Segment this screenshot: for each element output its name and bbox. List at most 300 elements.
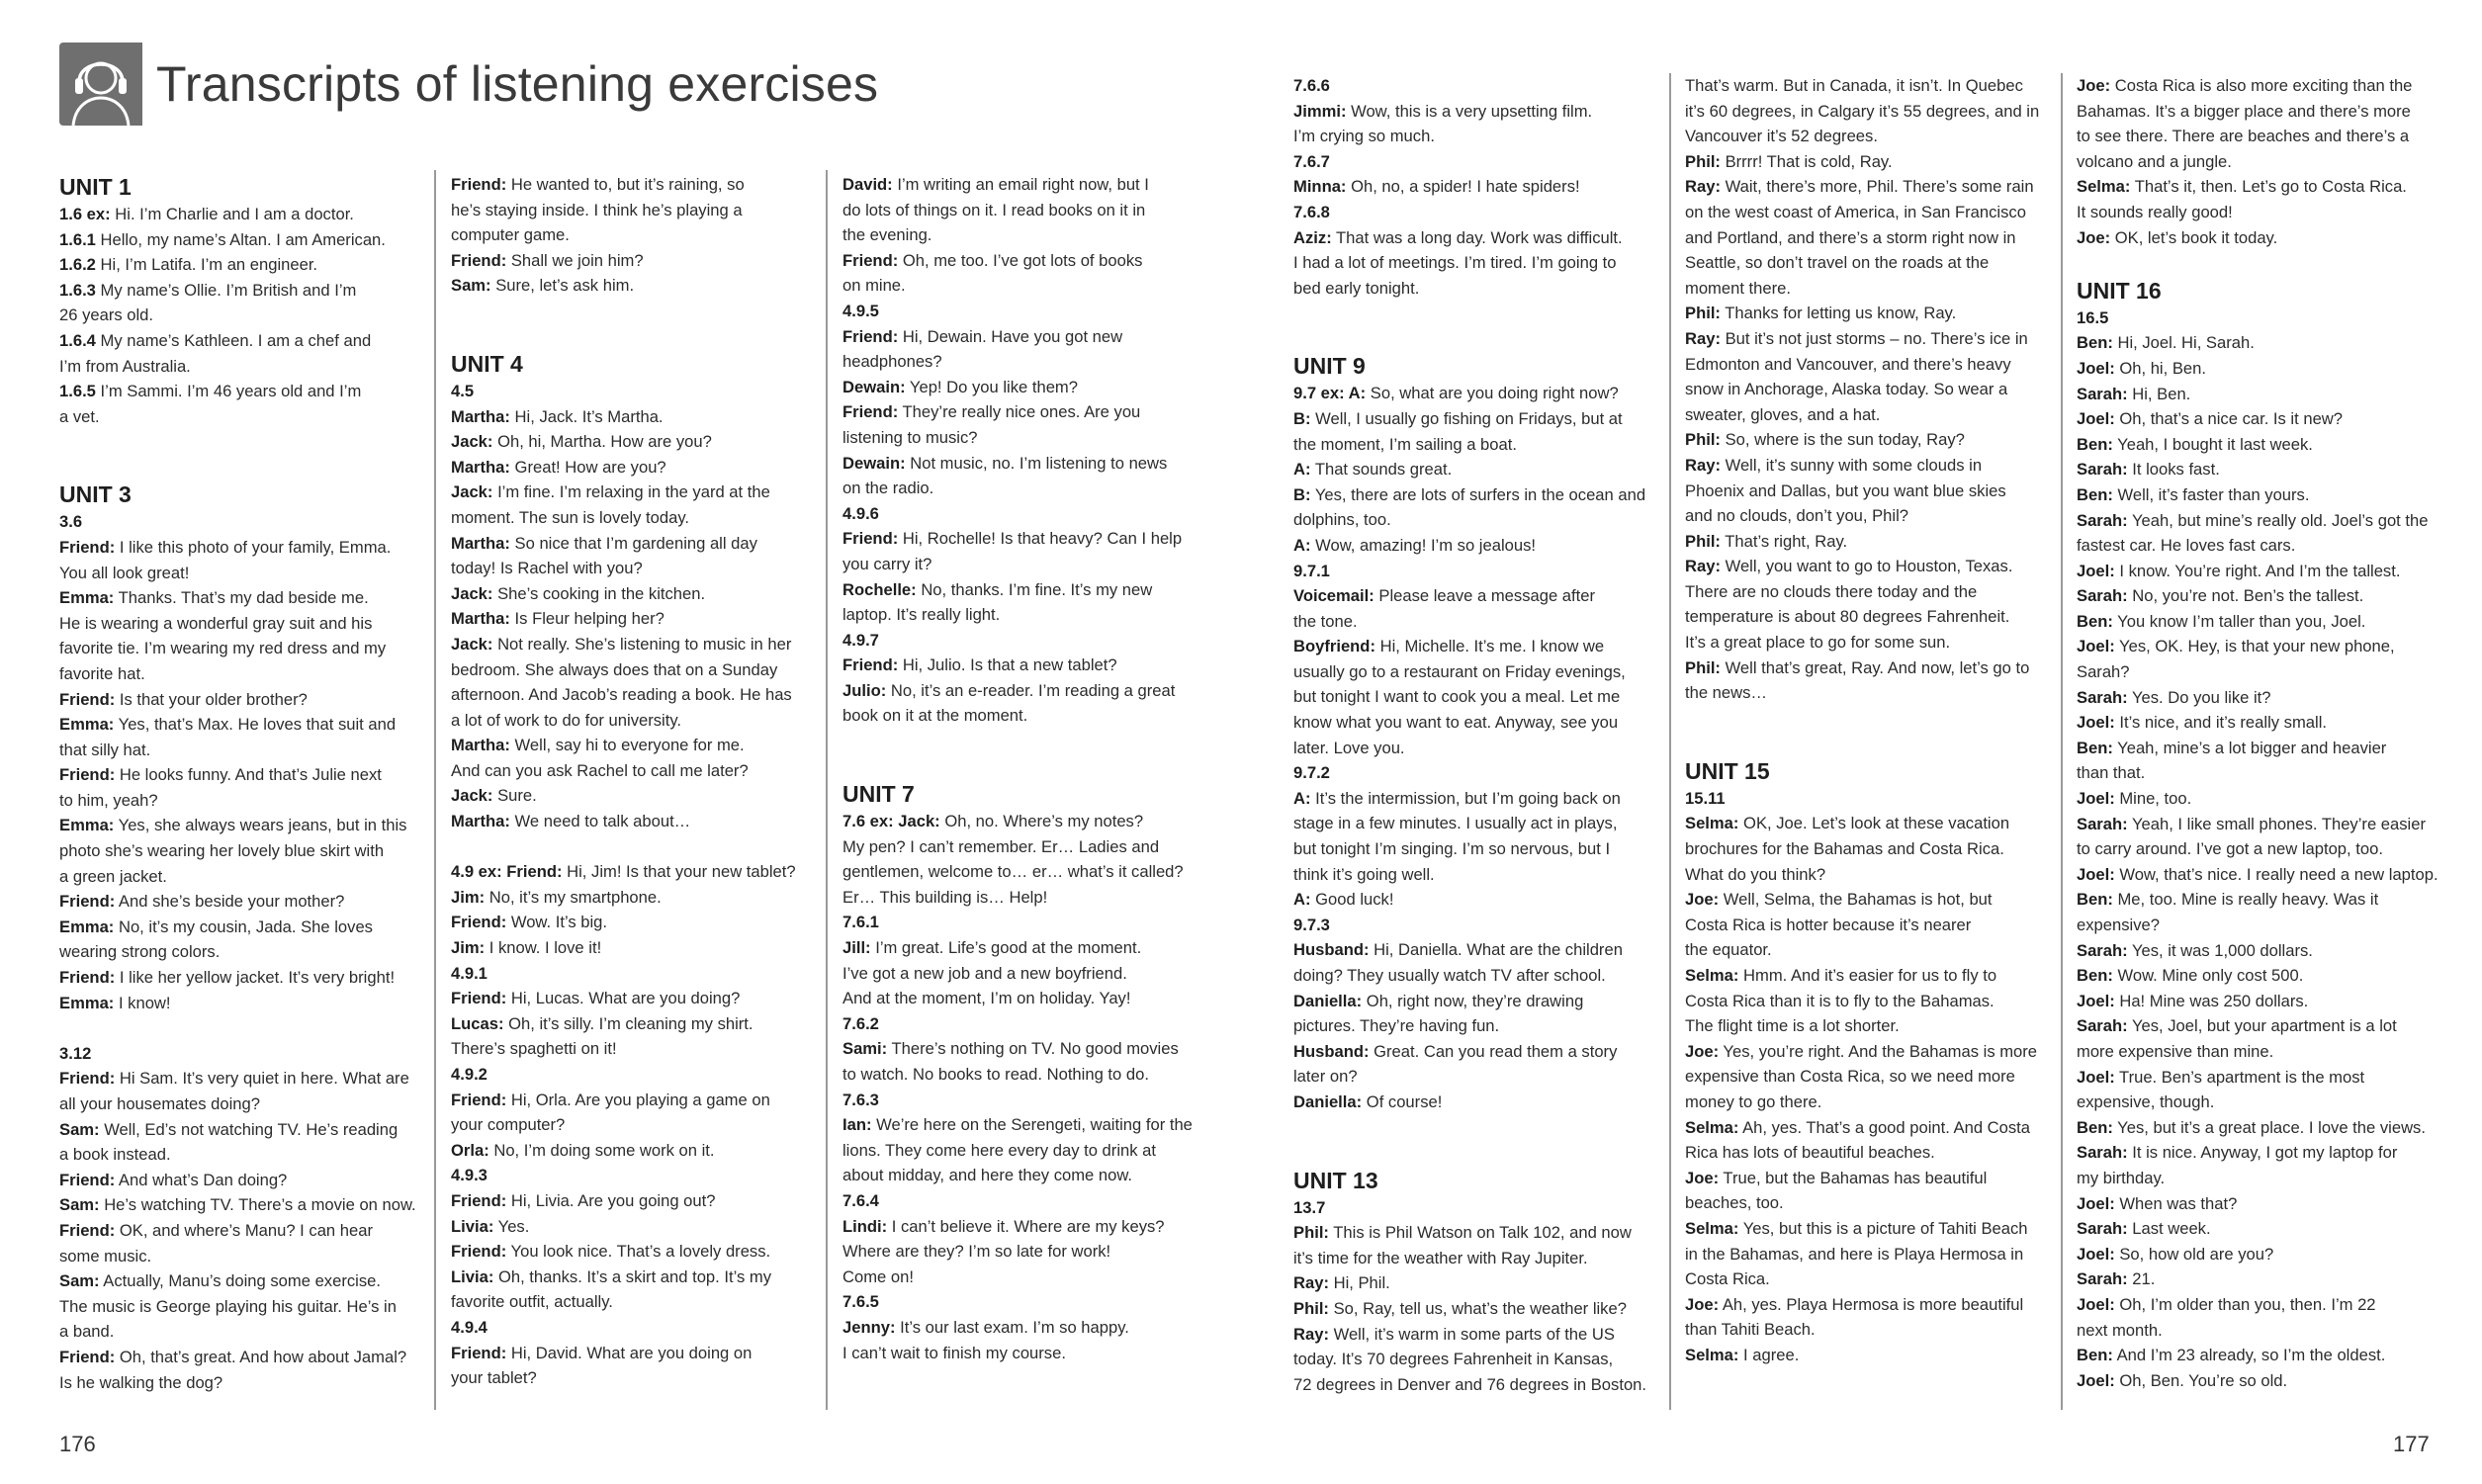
dialogue-line (1685, 174, 2046, 200)
speaker-label: Lucas: (451, 1013, 504, 1033)
line-text: Hi, Jim! Is that your new tablet? (562, 862, 796, 882)
line-text: Oh, that’s a nice car. Is it new? (2114, 409, 2344, 429)
line-text: Oh, thanks. It’s a skirt and top. It’s my (493, 1266, 772, 1286)
transcript-line: It’s a great place to go for some sun. (1685, 633, 1951, 653)
line-text: No, it’s an e-reader. I’m reading a great (886, 680, 1176, 700)
dialogue-line (59, 1168, 420, 1193)
speaker-label: Aziz: (1293, 227, 1332, 247)
speaker-label: Friend: (451, 175, 507, 194)
page-number-right: 177 (2393, 1432, 2430, 1456)
transcript-line: Seattle, so don’t travel on the roads at the (1685, 253, 1990, 273)
line-text: Yeah, I bought it last week. (2112, 434, 2313, 454)
line-text: We’re here on the Serengeti, waiting for the (871, 1115, 1193, 1135)
speaker-label: Friend: (451, 250, 507, 270)
dialogue-line (59, 1345, 420, 1370)
transcript-line: lions. They come here every day to drink at (842, 1140, 1156, 1160)
speaker-label: Voicemail: (1293, 586, 1374, 606)
line-text: Oh, no. Where’s my notes? (939, 812, 1144, 831)
speaker-label: Phil: (1293, 1298, 1329, 1318)
transcript-line: And at the moment, I’m on holiday. Yay! (842, 989, 1131, 1008)
page-title: Transcripts of listening exercises (156, 56, 879, 112)
speaker-label: Friend: (59, 1170, 116, 1189)
line-text: It is nice. Anyway, I got my laptop for (2127, 1143, 2398, 1163)
speaker-label: Ben: (2077, 333, 2113, 353)
dialogue-line (2077, 482, 2442, 508)
dialogue-line (1685, 1115, 2046, 1141)
speaker-label: Phil: (1685, 151, 1721, 171)
speaker-label: Joel: (2077, 1193, 2115, 1213)
line-text: Ha! Mine was 250 dollars. (2114, 991, 2309, 1010)
dialogue-line (842, 1112, 1198, 1138)
transcript-line: that silly hat. (59, 740, 151, 759)
line-text: Oh, I’m older than you, then. I’m 22 (2114, 1294, 2376, 1314)
speaker-label: Joel: (2077, 409, 2115, 429)
line-text: Is Fleur helping her? (509, 609, 665, 629)
transcript-line: temperature is about 80 degrees Fahrenheit. (1685, 607, 2010, 627)
dialogue-line (2077, 330, 2442, 356)
exercise-number: 4.9.1 (451, 963, 488, 983)
line-text: Mine, too. (2114, 789, 2192, 809)
speaker-label: B: (1293, 408, 1311, 428)
dialogue-line (59, 915, 420, 940)
speaker-label: Selma: (1685, 1218, 1739, 1238)
line-text: They’re really nice ones. Are you (898, 402, 1141, 422)
speaker-label: Ray: (1685, 455, 1721, 475)
transcript-line: more expensive than mine. (2077, 1041, 2274, 1061)
speaker-label: A: (1293, 788, 1311, 808)
transcript-line: What do you think? (1685, 864, 1826, 884)
speaker-label: Boyfriend: (1293, 637, 1375, 656)
exercise-label: 1.6.4 (59, 330, 96, 350)
line-text: Yeah, I like small phones. They’re easier (2127, 814, 2426, 833)
transcript-line: bed early tonight. (1293, 278, 1420, 298)
line-text: Oh, it’s silly. I’m cleaning my shirt. (503, 1013, 753, 1033)
speaker-label: Phil: (1685, 304, 1721, 323)
line-text: Hi Sam. It’s very quiet in here. What are (115, 1069, 409, 1089)
dialogue-line (451, 1265, 812, 1290)
exercise-number: 16.5 (2077, 307, 2109, 327)
speaker-label: Martha: (451, 736, 510, 755)
speaker-label: Daniella: (1293, 1091, 1363, 1111)
transcript-line: a book instead. (59, 1145, 171, 1165)
speaker-label: Emma: (59, 917, 115, 936)
speaker-label: Ray: (1685, 557, 1721, 576)
transcript-line: I’m crying so much. (1293, 127, 1435, 146)
line-text: Ah, yes. That’s a good point. And Costa (1738, 1117, 2031, 1137)
transcript-line: That’s warm. But in Canada, it isn’t. In Quebec (1685, 76, 2023, 95)
column-divider (434, 170, 436, 1410)
transcript-line: It sounds really good! (2077, 202, 2233, 221)
dialogue-line (1293, 786, 1654, 812)
line-text: We need to talk about… (509, 812, 691, 831)
dialogue-line (59, 1117, 420, 1143)
transcript-line: expensive, though. (2077, 1092, 2215, 1112)
speaker-label: Selma: (1685, 1345, 1739, 1364)
speaker-label: Ray: (1685, 328, 1721, 348)
dialogue-line (59, 965, 420, 991)
dialogue-line (2077, 73, 2442, 99)
line-text: It’s our last exam. I’m so happy. (895, 1317, 1129, 1337)
spacer (1685, 706, 2046, 756)
line-text: Me, too. Mine is really heavy. Was it (2112, 890, 2379, 910)
line-text: I know! (114, 993, 171, 1012)
speaker-label: Dewain: (842, 377, 906, 396)
exercise-label: 1.6.5 (59, 382, 96, 401)
line-text: Costa Rica is also more exciting than the (2110, 76, 2413, 95)
speaker-label: Selma: (2077, 177, 2131, 197)
speaker-label: Jim: (451, 887, 486, 907)
dialogue-line (451, 986, 812, 1011)
dialogue-line (1293, 989, 1654, 1014)
exercise-line (59, 227, 420, 253)
speaker-label: Sarah: (2077, 1219, 2128, 1239)
line-text: I know. You’re right. And I’m the tallest. (2114, 561, 2401, 580)
speaker-label: Ben: (2077, 484, 2113, 504)
dialogue-line (451, 632, 812, 657)
dialogue-line (1685, 963, 2046, 989)
speaker-label: Friend: (451, 1343, 507, 1362)
line-text: Well, it’s faster than yours. (2112, 484, 2310, 504)
transcript-line: favorite hat. (59, 663, 145, 683)
speaker-label: Martha: (451, 457, 510, 477)
line-text: I’m great. Life’s good at the moment. (870, 938, 1142, 958)
line-text: Not really. She’s listening to music in her (492, 634, 792, 654)
line-text: OK, and where’s Manu? I can hear (115, 1220, 373, 1240)
speaker-label: Ben: (2077, 966, 2113, 986)
speaker-label: Daniella: (1293, 991, 1363, 1010)
line-text: Well, you want to go to Houston, Texas. (1720, 557, 2013, 576)
unit-heading: UNIT 16 (2077, 277, 2162, 304)
transcript-line: he’s staying inside. I think he’s playing a (451, 200, 743, 219)
transcript-line: You all look great! (59, 563, 190, 582)
speaker-label: Selma: (1685, 1117, 1739, 1137)
line-text: That’s it, then. Let’s go to Costa Rica. (2130, 177, 2407, 197)
line-text: So, where is the sun today, Ray? (1720, 430, 1965, 450)
dialogue-line (842, 577, 1198, 603)
line-text: Yes, you’re right. And the Bahamas is more (1719, 1041, 2038, 1061)
line-text: Hi, Julio. Is that a new tablet? (898, 655, 1117, 675)
dialogue-line (1293, 1220, 1654, 1246)
exercise-number: 13.7 (1293, 1197, 1326, 1217)
dialogue-line (842, 526, 1198, 552)
speaker-label: Friend: (451, 1090, 507, 1109)
speaker-label: Emma: (59, 993, 115, 1012)
dialogue-line (2077, 1292, 2442, 1318)
speaker-label: A: (1293, 890, 1311, 910)
line-text: Hmm. And it’s easier for us to fly to (1738, 966, 1997, 985)
spacer (1293, 301, 1654, 351)
dialogue-line (842, 451, 1198, 477)
speaker-label: Friend: (59, 537, 116, 557)
spacer (842, 729, 1198, 779)
dialogue-line (59, 991, 420, 1016)
dialogue-line (59, 1218, 420, 1244)
speaker-label: Friend: (842, 402, 899, 422)
transcript-line: to watch. No books to read. Nothing to do. (842, 1065, 1149, 1084)
exercise-line (59, 278, 420, 304)
dialogue-line (1293, 937, 1654, 963)
dialogue-line (1293, 1039, 1654, 1065)
dialogue-line (1685, 1343, 2046, 1368)
dialogue-line (1293, 583, 1654, 609)
line-text: That sounds great. (1310, 460, 1453, 480)
line-text: Hi, Ben. (2127, 384, 2191, 403)
line-text: He’s watching TV. There’s a movie on now. (99, 1195, 416, 1215)
line-text: Yes, but it’s a great place. I love the views. (2112, 1117, 2426, 1137)
transcript-line: He is wearing a wonderful gray suit and his (59, 613, 373, 633)
transcript-line: the tone. (1293, 611, 1358, 631)
unit-heading: UNIT 9 (1293, 353, 1366, 380)
speaker-label: Husband: (1293, 940, 1370, 960)
speaker-label: Joe: (1685, 1294, 1720, 1314)
exercise-number: 7.6.3 (842, 1090, 879, 1109)
line-text: Yes. (493, 1216, 530, 1236)
transcript-line: Where are they? I’m so late for work! (842, 1242, 1111, 1262)
speaker-label: Jenny: (842, 1317, 896, 1337)
dialogue-line (2077, 508, 2442, 534)
transcript-line: know what you want to eat. Anyway, see you (1293, 713, 1619, 733)
speaker-label: Friend: (451, 989, 507, 1008)
transcript-line: Costa Rica than it is to fly to the Bahamas. (1685, 991, 1994, 1010)
speaker-label: Friend: (59, 1069, 116, 1089)
speaker-label: Lindi: (842, 1216, 888, 1236)
transcript-line: brochures for the Bahamas and Costa Rica. (1685, 839, 2004, 859)
dialogue-line (451, 935, 812, 961)
line-text: Yes, that’s Max. He loves that suit and (114, 715, 397, 735)
speaker-label: Ben: (2077, 434, 2113, 454)
transcript-line: you carry it? (842, 554, 932, 573)
transcript-line: the evening. (842, 225, 932, 245)
speaker-label: Martha: (451, 812, 510, 831)
spacer (1293, 1115, 1654, 1166)
dialogue-line (842, 172, 1198, 198)
dialogue-line (451, 172, 812, 198)
speaker-label: Ben: (2077, 890, 2113, 910)
exercise-number: 15.11 (1685, 788, 1726, 808)
speaker-label: Sami: (842, 1039, 888, 1059)
exercise-line (451, 859, 812, 885)
line-text: I can’t believe it. Where are my keys? (887, 1216, 1165, 1236)
speaker-label: Joe: (2077, 76, 2111, 95)
transcript-line: Edmonton and Vancouver, and there’s heavy (1685, 354, 2011, 374)
speaker-label: Julio: (842, 680, 887, 700)
transcript-line: snow in Anchorage, Alaska today. So wear a (1685, 380, 2008, 399)
headphones-person-icon (59, 43, 142, 126)
transcript-line: dolphins, too. (1293, 510, 1391, 530)
speaker-label: Friend: (59, 892, 116, 912)
speaker-label: Friend: (59, 968, 116, 988)
speaker-label: Jim: (451, 938, 486, 958)
transcript-line: sweater, gloves, and a hat. (1685, 404, 1881, 424)
line-text: OK, Joe. Let’s look at these vacation (1738, 814, 2010, 833)
dialogue-line (451, 273, 812, 299)
dialogue-line (451, 783, 812, 809)
line-text: No, thanks. I’m fine. It’s my new (916, 579, 1153, 599)
page-header (59, 42, 878, 127)
transcript-line: I had a lot of meetings. I’m tired. I’m going to (1293, 253, 1617, 273)
transcript-line: money to go there. (1685, 1091, 1822, 1111)
line-text: Hi, Jack. It’s Martha. (509, 406, 664, 426)
dialogue-line (2077, 862, 2442, 888)
transcript-line: but tonight I’m singing. I’m so nervous, but I (1293, 839, 1611, 859)
dialogue-line (1293, 887, 1654, 913)
speaker-label: Sam: (59, 1195, 100, 1215)
exercise-number: 7.6.5 (842, 1292, 879, 1312)
dialogue-line (2077, 1013, 2442, 1039)
dialogue-line (1685, 453, 2046, 479)
page-number-left: 176 (59, 1432, 96, 1456)
line-text: Hi, Joel. Hi, Sarah. (2112, 333, 2255, 353)
speaker-label: Friend: (59, 765, 116, 785)
transcript-line: and no clouds, don’t you, Phil? (1685, 506, 1909, 526)
line-text: I’m writing an email right now, but I (892, 175, 1149, 194)
dialogue-line (1293, 174, 1654, 200)
dialogue-line (451, 1138, 812, 1164)
speaker-label: Martha: (451, 533, 510, 553)
line-text: Yes, but this is a picture of Tahiti Beach (1738, 1218, 2028, 1238)
line-text: Thanks for letting us know, Ray. (1720, 304, 1957, 323)
dialogue-line (1293, 99, 1654, 125)
transcript-line: today. It’s 70 degrees Fahrenheit in Kansas, (1293, 1350, 1614, 1369)
transcript-line: later on? (1293, 1067, 1358, 1087)
speaker-label: Friend: (451, 1242, 507, 1262)
transcript-line: usually go to a restaurant on Friday evenings, (1293, 661, 1626, 681)
speaker-label: Selma: (1685, 966, 1739, 985)
transcript-line: laptop. It’s really light. (842, 605, 1001, 625)
speaker-label: Ray: (1685, 177, 1721, 197)
transcript-line: bedroom. She always does that on a Sunday (451, 659, 778, 679)
speaker-label: B: (1293, 484, 1311, 504)
line-text: Please leave a message after (1374, 586, 1596, 606)
speaker-label: Ian: (842, 1115, 872, 1135)
transcript-line: think it’s going well. (1293, 864, 1435, 884)
dialogue-line (2077, 685, 2442, 711)
line-text: I’m fine. I’m relaxing in the yard at the (492, 482, 770, 502)
line-text: Oh, me too. I’ve got lots of books (898, 250, 1143, 270)
dialogue-line (2077, 812, 2442, 837)
dialogue-line (1293, 406, 1654, 432)
speaker-label: Emma: (59, 715, 115, 735)
transcript-line: moment. The sun is lovely today. (451, 507, 690, 527)
speaker-label: Sam: (451, 276, 491, 296)
line-text: Last week. (2127, 1219, 2211, 1239)
transcript-line: moment there. (1685, 278, 1791, 298)
transcript-line: Rica has lots of beautiful beaches. (1685, 1143, 1935, 1163)
transcript-line: Er… This building is… Help! (842, 887, 1048, 907)
speaker-label: Ben: (2077, 1117, 2113, 1137)
speaker-label: Husband: (1293, 1041, 1370, 1061)
speaker-label: Friend: (59, 689, 116, 709)
speaker-label: Friend: (451, 1190, 507, 1210)
speaker-label: Friend: (451, 913, 507, 932)
transcript-line: all your housemates doing? (59, 1094, 260, 1113)
unit-heading: UNIT 13 (1293, 1167, 1378, 1193)
line-text: I like this photo of your family, Emma. (115, 537, 392, 557)
transcript-line: Phoenix and Dallas, but you want blue skies (1685, 480, 2006, 500)
transcript-line: the news… (1685, 683, 1768, 703)
speaker-label: Sarah: (2077, 1143, 2128, 1163)
transcript-line: wearing strong colors. (59, 942, 221, 962)
dialogue-line (1293, 1090, 1654, 1115)
dialogue-line (2077, 736, 2442, 761)
line-text: That’s right, Ray. (1720, 531, 1848, 551)
speaker-label: Joel: (2077, 713, 2115, 733)
exercise-number: 4.9.3 (451, 1166, 488, 1185)
line-text: Well, Ed’s not watching TV. He’s reading (99, 1119, 399, 1139)
dialogue-line (2077, 1216, 2442, 1242)
speaker-label: Livia: (451, 1216, 494, 1236)
dialogue-line (2077, 1065, 2442, 1091)
dialogue-line (1685, 1039, 2046, 1065)
dialogue-line (1685, 529, 2046, 555)
speaker-label: Joel: (2077, 864, 2115, 884)
dialogue-line (2077, 1115, 2442, 1141)
speaker-label: Sarah: (2077, 1269, 2128, 1289)
transcript-line: Costa Rica is hotter because it’s nearer (1685, 915, 1972, 934)
dialogue-line (451, 1341, 812, 1366)
line-text: Hi, I’m Latifa. I’m an engineer. (95, 255, 318, 275)
dialogue-line (59, 1066, 420, 1091)
transcript-line: in the Bahamas, and here is Playa Hermosa in (1685, 1244, 2024, 1264)
line-text: Hi. I’m Charlie and I am a doctor. (110, 205, 354, 223)
line-text: Oh, that’s great. And how about Jamal? (115, 1347, 407, 1366)
transcript-line: a vet. (59, 406, 100, 426)
dialogue-line (2077, 1266, 2442, 1292)
transcript-line: it’s 60 degrees, in Calgary it’s 55 degrees, and in (1685, 101, 2040, 121)
speaker-label: Ben: (2077, 738, 2113, 757)
exercise-label: 1.6.3 (59, 280, 96, 300)
line-text: Yep! Do you like them? (905, 377, 1078, 396)
dialogue-line (59, 1192, 420, 1218)
line-text: Brrrr! That is cold, Ray. (1720, 151, 1893, 171)
line-text: Wow, this is a very upsetting film. (1346, 101, 1593, 121)
dialogue-line (451, 1188, 812, 1214)
transcript-line: favorite tie. I’m wearing my red dress and my (59, 639, 387, 658)
transcript-line: Is he walking the dog? (59, 1372, 223, 1392)
dialogue-line (2077, 1140, 2442, 1166)
speaker-label: Sam: (59, 1271, 100, 1291)
dialogue-line (2077, 382, 2442, 407)
line-text: Great! How are you? (509, 457, 666, 477)
speaker-label: David: (842, 175, 893, 194)
exercise-line (1293, 381, 1654, 406)
line-text: So, what are you doing right now? (1366, 384, 1619, 403)
line-text: There’s nothing on TV. No good movies (887, 1039, 1179, 1059)
line-text: Oh, Ben. You’re so old. (2114, 1370, 2288, 1390)
speaker-label: Friend: (59, 1347, 116, 1366)
exercise-number: 7.6.7 (1293, 151, 1330, 171)
transcript-line: The music is George playing his guitar. He’s in (59, 1296, 397, 1316)
transcript-line: than Tahiti Beach. (1685, 1320, 1816, 1340)
speaker-label: Joe: (1685, 890, 1720, 910)
speaker-label: Sam: (59, 1119, 100, 1139)
dialogue-line (451, 1239, 812, 1265)
dialogue-line (842, 935, 1198, 961)
speaker-label: Joe: (1685, 1041, 1720, 1061)
line-text: Hello, my name’s Altan. I am American. (95, 229, 386, 249)
unit-heading: UNIT 3 (59, 481, 132, 508)
line-text: Yes, it was 1,000 dollars. (2127, 940, 2313, 960)
transcript-line: And can you ask Rachel to call me later? (451, 760, 749, 780)
transcript-column-5 (1685, 73, 2046, 1368)
line-text: Sure. (492, 786, 537, 806)
speaker-label: Sarah: (2077, 940, 2128, 960)
exercise-number: 9.7.1 (1293, 561, 1330, 580)
line-text: Yeah, mine’s a lot bigger and heavier (2112, 738, 2387, 757)
speaker-label: A: (1293, 460, 1311, 480)
speaker-label: Orla: (451, 1140, 489, 1160)
transcript-line: listening to music? (842, 427, 978, 447)
